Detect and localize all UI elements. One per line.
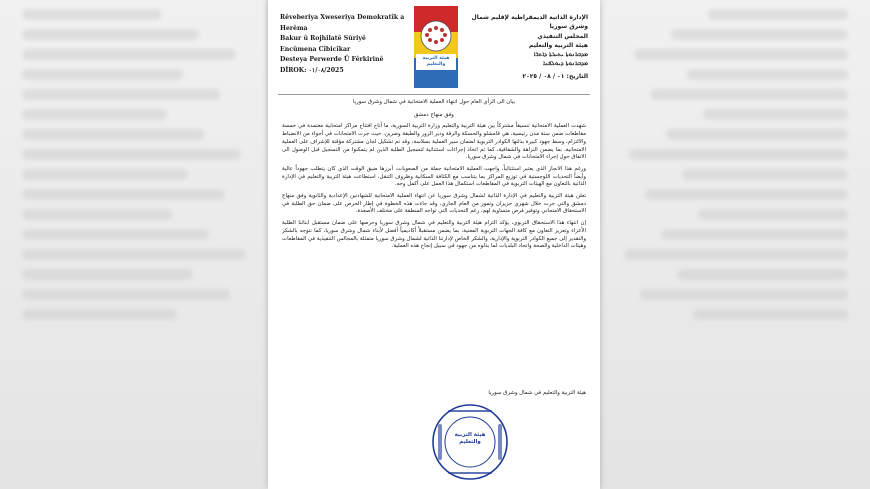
blurred-text-line [629,149,848,160]
header-arabic-line3: هيئة التربية والتعليم [528,41,588,49]
stamp-center-label: هيئة التربية والتعليم [454,432,486,445]
header-kurdish-line2: Bakur û Rojhilatê Sûriyê [280,35,366,43]
blurred-text-line [22,209,172,220]
blurred-background-left [0,0,265,489]
header-kurdish-date: DÎROK: ٠١/٠٨/2025 [280,66,344,74]
header-syriac-line4: ܡܕܒܪܢܘܬܐ ܝܬܝܪܬܐ ܕܐܬܪܐ [533,51,588,59]
statement-paragraph-1: شهدت العملية الامتحانية تنسيقاً مشتركاً بين هيئة التربية والتعليم وزارة التربية السورية، ما أتاح افتتاح مراكز امتحانية معتمدة في خمسة مقاطعات ضمن ستة مدن رئيسية، هي قامشلو والحسكة والرقة ودير الزور والطبقة وصرين، حيث جرت الامتحانات في أجواء من الانضباط والالتزام، وسط جهود كبيرة بذلتها الكوادر التربوية لضمان سير العملية بسلاسة، وقد تم تشكيل لجان مشتركة مؤقتة للإشراف على العملية الامتحانية، بما يضمن النزاهة والشفافية، كما تم اتخاذ إجراءات استثنائية لتسجيل الطلبة الذين لم يتمكنوا من التسجيل قبل الوصول الى الاتفاق حول إجراء الامتحانات في شمال وشرق سوريا. [282,123,586,161]
statement-document [268,0,600,489]
blurred-text-line [22,149,241,160]
blurred-text-line [650,89,848,100]
blurred-text-line [661,229,848,240]
blurred-text-line [703,109,848,120]
blurred-background-right [600,0,870,489]
statement-paragraph-2: ورغم هذا الانجاز الذي يعتبر استثنائياً، واجهت العملية الامتحانية جملة من الصعوبات، أبرزها ضيق الوقت الذي كان يتطلب جهوداً عالية وأيضاً التحديات اللوجستية في توزيع المراكز بما يتناسب مع الكثافة السكانية وظروف التنقل، استطاعت هيئة التربية والتعليم في الإدارة الذاتية بالتعاون مع الهيئات التربوية في المقاطعات استكمال هذا العمل على أكمل وجه. [282,165,586,188]
blurred-text-line [634,49,848,60]
statement-paragraph-3: تعلن هيئة التربية والتعليم في الإدارة الذاتية لشمال وشرق سوريا عن انتهاء العملية الامتحانية للشهادتين الإعدادية والثانوية وفق منهاج دمشق والتي جرت خلال شهري حزيران وتموز من العام الجاري، وقد جاءت هذه الخطوة في إطار الحرص على ضمان حق الطلبة في الاستحقاق الامتحاني وتوفير فرص متساوية لهم، رغم التحديات التي تواجه المنطقة على مختلف الأصعدة. [282,193,586,215]
header-kurdish-line3: Encûmena Cîbicîkar [280,45,351,53]
header-divider [278,94,590,95]
blurred-text-line [624,249,848,260]
header-kurdish [280,13,410,77]
blurred-text-line [693,309,848,320]
blurred-text-line [22,29,199,40]
header-syriac-line5: ܡܕܒܪܢܘܬܐ ܕܝܘܠܦܢܐ [543,60,588,68]
signature-text: هيئة التربية والتعليم في شمال وشرق سوريا [488,390,586,396]
blurred-text-line [22,109,167,120]
blurred-text-line [22,289,230,300]
blurred-text-line [671,29,848,40]
blurred-text-line [22,249,246,260]
statement-paragraph-4: إن انتهاء هذا الاستحقاق التربوي، يؤكد التزام هيئة التربية والتعليم في شمال وشرق سوريا وحرصها على ضمان مستقبل ابنائنا الطلبة الأعزاء وتعزيز التعاون مع كافة الجهات التربوية المعنية، بما يضمن مستقبلاً أكاديمياً أفضل لأبناء شمال وشرق سوريا، كما نتوجه بالشكر والتقدير إلى جميع الكوادر التربوية والإدارية، والشكر الخاص لإدارتنا الذاتية لشمال وشرق سوريا متمثلة بالمجالس التنفيذية في المقاطعات وهيئات الداخلية والصحة واتحاد البلديات لما بذلوه من جهود في سبيل إنجاح هذه العملية. [282,220,586,250]
blurred-text-line [640,289,848,300]
blurred-text-line [22,229,209,240]
statement-subtitle: وفق منهاج دمشق [414,111,454,118]
blurred-text-line [22,9,162,20]
blurred-text-line [22,69,183,80]
blurred-text-line [22,129,204,140]
logo-label: هيئة التربية والتعليم [422,56,450,67]
blurred-text-line [687,69,848,80]
blurred-text-line [22,49,236,60]
header-arabic-line1: الإدارة الذاتية الديمقراطية لإقليم شمال وشرق سوريا [471,14,588,31]
blurred-text-line [677,269,848,280]
blurred-text-line [22,169,188,180]
blurred-text-line [666,129,848,140]
statement-title: بيان الى الرأي العام حول انتهاء العملية الامتحانية في شمال وشرق سوريا [352,99,516,105]
header-arabic-date: التاريخ: ٠١ / ٠٨ / ٢٠٢٥ [522,72,588,80]
blurred-text-line [682,169,848,180]
header-kurdish-line1: Rêveberiya Xweseriya Demokratîk a Herêma [280,14,405,32]
blurred-text-line [698,209,848,220]
blurred-text-line [22,189,225,200]
blurred-text-line [22,89,220,100]
authority-logo [414,6,458,88]
blurred-text-line [22,309,177,320]
statement-body [282,99,586,251]
header-arabic-line2: المجلس التنفيذي [537,32,588,40]
blurred-text-line [22,269,193,280]
header-kurdish-line4: Desteya Perwerde Û Fêrkirinê [280,56,384,64]
blurred-text-line [645,189,848,200]
header-arabic [468,13,588,81]
blurred-text-line [708,9,848,20]
